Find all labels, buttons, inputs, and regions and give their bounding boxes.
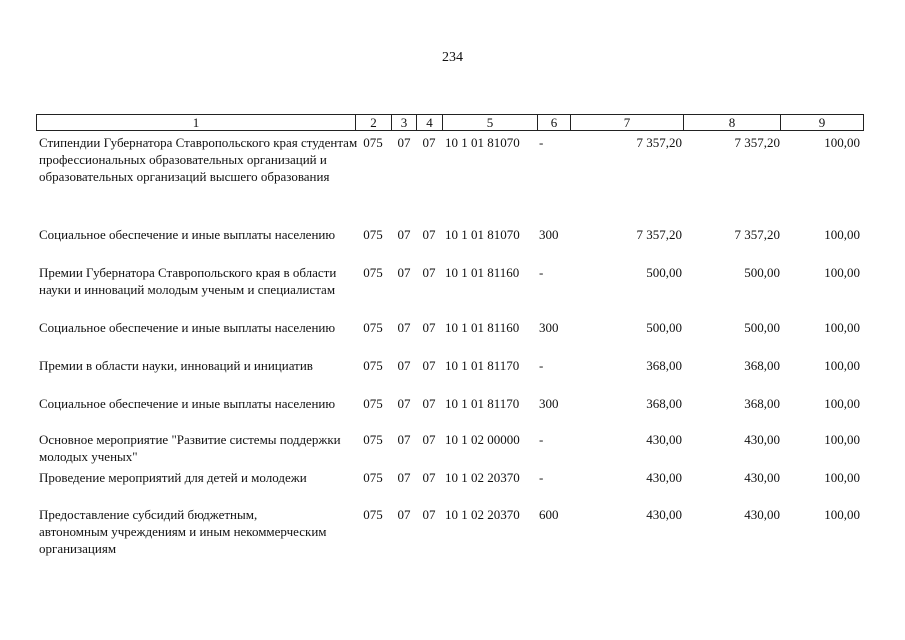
row-col-3: 07 [397, 265, 411, 280]
header-col-7: 7 [570, 115, 683, 130]
row-col-6: 300 [539, 320, 559, 335]
row-col-6: - [539, 135, 544, 150]
row-col-4: 07 [422, 227, 436, 242]
row-col-6: - [539, 470, 544, 485]
row-col-5: 10 1 02 20370 [445, 507, 520, 522]
row-col-7: 430,00 [646, 470, 682, 485]
row-col-8: 430,00 [744, 507, 780, 522]
row-col-6: - [539, 358, 544, 373]
row-col-7: 430,00 [646, 432, 682, 447]
row-col-9: 100,00 [824, 432, 860, 447]
row-col-5: 10 1 01 81160 [445, 265, 520, 280]
row-col-3: 07 [397, 396, 411, 411]
row-col-4: 07 [422, 507, 436, 522]
row-col-4: 07 [422, 320, 436, 335]
header-col-1: 1 [36, 115, 355, 130]
row-col-8: 500,00 [744, 265, 780, 280]
row-col-2: 075 [363, 432, 383, 447]
row-col-6: 300 [539, 227, 559, 242]
header-col-3: 3 [391, 115, 416, 130]
row-col-8: 500,00 [744, 320, 780, 335]
row-name: Стипендии Губернатора Ставропольского края студентам профессиональных образовательных организаций и образовательных организаций высшего образования [39, 135, 358, 184]
row-col-7: 368,00 [646, 396, 682, 411]
row-col-3: 07 [397, 432, 411, 447]
row-name: Социальное обеспечение и иные выплаты населению [39, 320, 336, 335]
row-col-9: 100,00 [824, 470, 860, 485]
row-col-4: 07 [422, 265, 436, 280]
row-col-7: 368,00 [646, 358, 682, 373]
row-col-3: 07 [397, 320, 411, 335]
header-col-2: 2 [355, 115, 391, 130]
row-col-3: 07 [397, 135, 411, 150]
row-col-9: 100,00 [824, 265, 860, 280]
row-col-5: 10 1 01 81070 [445, 135, 520, 150]
row-col-8: 7 357,20 [734, 227, 780, 242]
row-col-4: 07 [422, 358, 436, 373]
row-col-2: 075 [363, 507, 383, 522]
row-col-9: 100,00 [824, 227, 860, 242]
row-col-2: 075 [363, 358, 383, 373]
row-col-3: 07 [397, 358, 411, 373]
row-col-9: 100,00 [824, 358, 860, 373]
row-col-5: 10 1 02 00000 [445, 432, 520, 447]
row-col-6: - [539, 265, 544, 280]
row-col-9: 100,00 [824, 507, 860, 522]
row-col-6: 300 [539, 396, 559, 411]
row-col-8: 368,00 [744, 358, 780, 373]
row-col-7: 7 357,20 [636, 227, 682, 242]
row-col-5: 10 1 02 20370 [445, 470, 520, 485]
row-col-9: 100,00 [824, 320, 860, 335]
row-col-8: 430,00 [744, 432, 780, 447]
row-col-2: 075 [363, 135, 383, 150]
row-col-2: 075 [363, 265, 383, 280]
row-col-7: 7 357,20 [636, 135, 682, 150]
row-col-4: 07 [422, 396, 436, 411]
row-col-6: - [539, 432, 544, 447]
row-col-4: 07 [422, 470, 436, 485]
row-col-7: 500,00 [646, 265, 682, 280]
header-col-4: 4 [416, 115, 442, 130]
row-col-4: 07 [422, 432, 436, 447]
row-name: Премии в области науки, инноваций и инициатив [39, 358, 313, 373]
row-name: Предоставление субсидий бюджетным, автономным учреждениям и иным некоммерческим организациям [39, 507, 327, 556]
row-col-3: 07 [397, 227, 411, 242]
row-col-2: 075 [363, 470, 383, 485]
row-name: Социальное обеспечение и иные выплаты населению [39, 396, 336, 411]
row-col-5: 10 1 01 81170 [445, 396, 520, 411]
row-col-3: 07 [397, 507, 411, 522]
table-header [36, 114, 864, 131]
row-col-7: 430,00 [646, 507, 682, 522]
row-col-5: 10 1 01 81070 [445, 227, 520, 242]
row-col-8: 368,00 [744, 396, 780, 411]
row-col-6: 600 [539, 507, 559, 522]
row-col-4: 07 [422, 135, 436, 150]
row-col-8: 430,00 [744, 470, 780, 485]
row-col-5: 10 1 01 81170 [445, 358, 520, 373]
row-name: Социальное обеспечение и иные выплаты населению [39, 227, 336, 242]
header-col-9: 9 [780, 115, 864, 130]
page-number: 234 [442, 50, 463, 65]
row-col-9: 100,00 [824, 396, 860, 411]
header-col-5: 5 [442, 115, 537, 130]
row-name: Проведение мероприятий для детей и молодежи [39, 470, 307, 485]
header-col-6: 6 [537, 115, 570, 130]
row-col-2: 075 [363, 227, 383, 242]
row-col-9: 100,00 [824, 135, 860, 150]
row-col-2: 075 [363, 320, 383, 335]
row-col-3: 07 [397, 470, 411, 485]
row-name: Премии Губернатора Ставропольского края в области науки и инноваций молодым ученым и специалистам [39, 265, 337, 297]
row-col-7: 500,00 [646, 320, 682, 335]
header-col-8: 8 [683, 115, 780, 130]
row-col-8: 7 357,20 [734, 135, 780, 150]
row-col-2: 075 [363, 396, 383, 411]
row-col-5: 10 1 01 81160 [445, 320, 520, 335]
row-name: Основное мероприятие "Развитие системы поддержки молодых ученых" [39, 432, 341, 464]
